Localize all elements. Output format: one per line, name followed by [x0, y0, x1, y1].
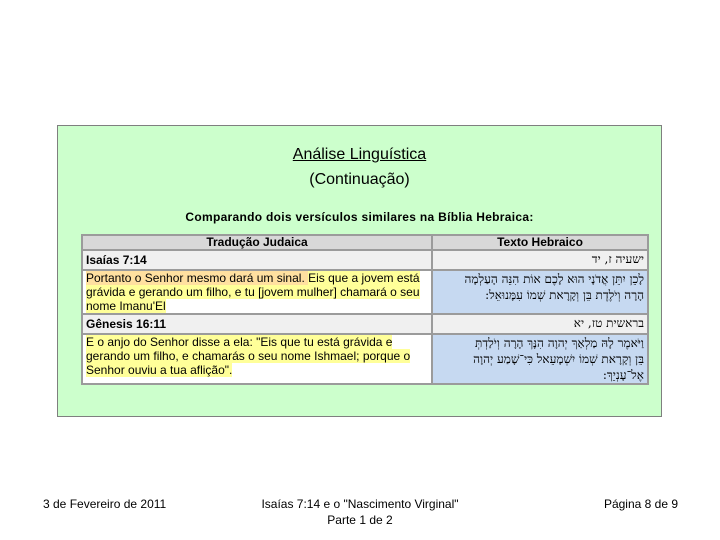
content-panel — [57, 125, 662, 417]
translation-plain: Portanto o Senhor mesmo dará um sinal. — [86, 271, 309, 285]
footer-title — [230, 496, 490, 528]
intro-text: Comparando dois versículos similares na Bíblia Hebraica: — [185, 210, 534, 224]
table-header-row — [82, 235, 648, 250]
hebrew-line: וַיֹּאמֶר לָהּ מַלְאַךְ יְהוָה הִנָּךְ הָרָה וְיֹלַדְתְּ — [475, 336, 644, 350]
slide-title: Análise Linguística — [292, 146, 427, 163]
translation-highlight: "Eis que tu está grávida e gerando um filho, e chamarás o seu nome Ishmael; porque o Senhor ouviu a tua aflição". — [86, 335, 411, 377]
table-row — [82, 270, 648, 314]
footer-page-number: Página 8 de 9 — [603, 497, 678, 511]
table-row — [82, 314, 648, 334]
verse-reference: Isaías 7:14 — [82, 250, 432, 270]
hebrew-reference: ישעיה ז, יד — [432, 250, 648, 270]
hebrew-line: הָרָה וְיֹלֶדֶת בֵּן וְקָרָאת שְׁמוֹ עִמָּנוּאֵל: — [485, 288, 644, 302]
translation-cell — [82, 270, 432, 314]
table-row — [82, 250, 648, 270]
footer-part-line: Parte 1 de 2 — [327, 513, 393, 527]
verse-reference: Gênesis 16:11 — [82, 314, 432, 334]
hebrew-reference: בראשית טז, יא — [432, 314, 648, 334]
footer-date: 3 de Fevereiro de 2011 — [43, 497, 167, 511]
footer-title-line: Isaías 7:14 e o "Nascimento Virginal" — [261, 497, 459, 511]
translation-cell — [82, 334, 432, 384]
comparison-table — [81, 234, 649, 385]
hebrew-line: לָכֵן יִתֵּן אֲדֹנָי הוּא לָכֶם אוֹת הִנֵּה הָעַלְמָה — [464, 272, 644, 286]
hebrew-line: בֵּן וְקָרָאת שְׁמוֹ יִשְׁמָעֵאל כִּי־שָׁמַע יְהוָה — [473, 352, 644, 366]
translation-plain: E o anjo do Senhor disse a ela: — [86, 335, 257, 349]
translation-highlight: Eis que a jovem está grávida e gerando um filho, e tu [jovem mulher] chamará o seu nome Imanu'El — [86, 271, 420, 313]
header-hebrew-text: Texto Hebraico — [432, 235, 648, 250]
slide-subtitle: (Continuação) — [309, 171, 410, 188]
header-jewish-translation: Tradução Judaica — [82, 235, 432, 250]
hebrew-text-cell — [432, 270, 648, 314]
table-row — [82, 334, 648, 384]
hebrew-text-cell — [432, 334, 648, 384]
hebrew-line: אֶל־עָנְיֵךְ: — [602, 368, 644, 382]
